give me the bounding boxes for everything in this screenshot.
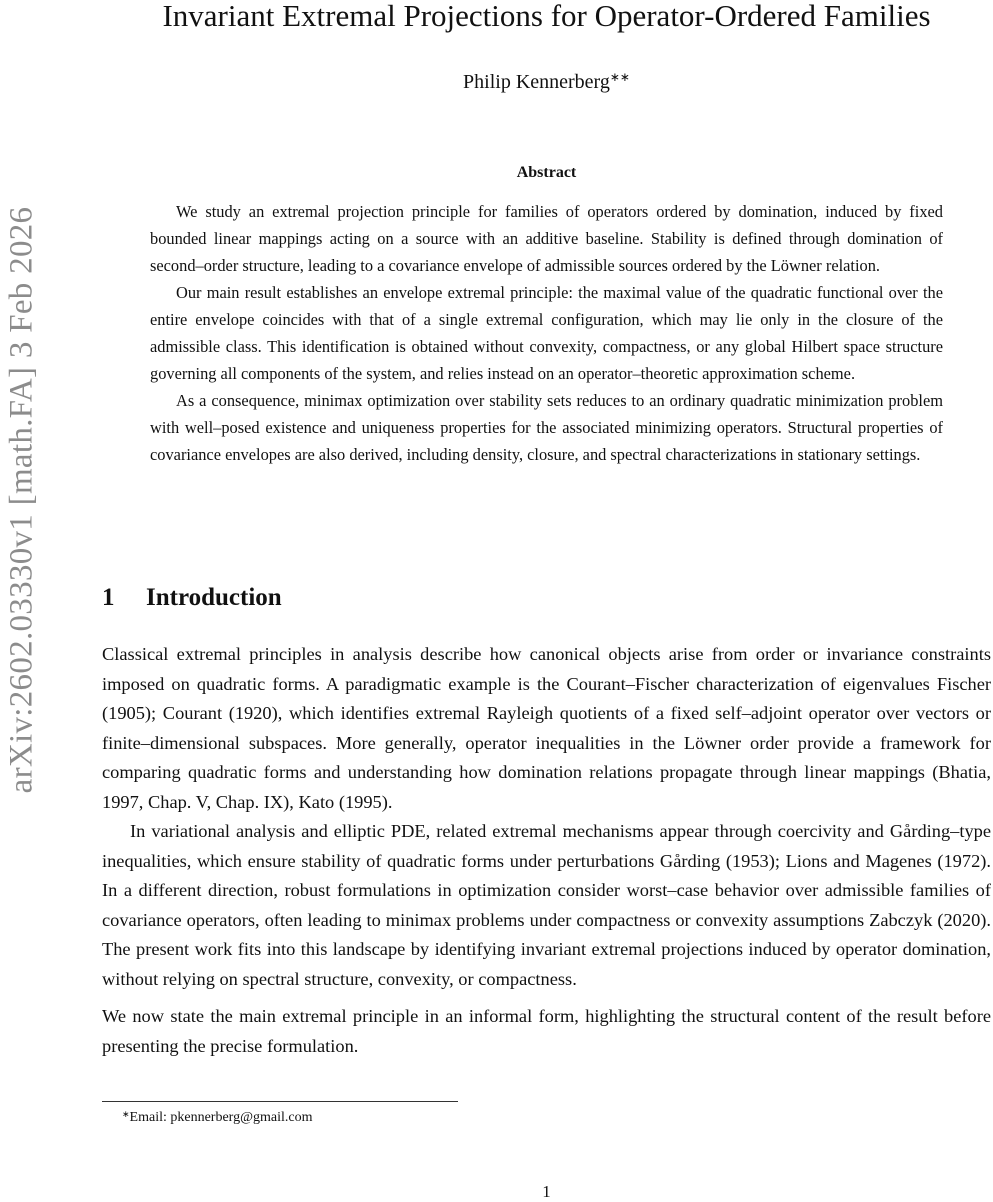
- section-title: Introduction: [146, 584, 282, 611]
- footnote-marker: ∗: [122, 1109, 130, 1119]
- body-paragraph: In variational analysis and elliptic PDE, related extremal mechanisms appear through coercivity and Gårding–type inequalities, which ensure stability of quadratic forms under perturbations Gårding (1953); Lions and Magenes (1972). In a different direction, robust formulations in optimization consider worst–case behavior over admissible families of covariance operators, often leading to minimax problems under compactness or convexity assumptions Zabczyk (2020). The present work fits into this landscape by identifying invariant extremal projections induced by operator domination, without relying on spectral structure, convexity, or compactness.: [102, 821, 991, 989]
- paper-title: Invariant Extremal Projections for Operator-Ordered Families: [162, 0, 931, 33]
- author-name: Philip Kennerberg: [463, 71, 610, 93]
- section-heading: [102, 584, 282, 612]
- abstract-body: [150, 198, 943, 468]
- body-paragraph: We now state the main extremal principle in an informal form, highlighting the structural content of the result before presenting the precise formulation.: [102, 1006, 991, 1056]
- introduction-body: [102, 640, 991, 1061]
- footnote: [122, 1105, 312, 1127]
- arxiv-identifier-stamp: [0, 140, 44, 860]
- author-line: [100, 64, 993, 95]
- footnote-email: Email: pkennerberg@gmail.com: [129, 1110, 313, 1125]
- abstract-heading: Abstract: [516, 164, 577, 181]
- page-number: 1: [542, 1182, 551, 1201]
- body-paragraph: Classical extremal principles in analysis describe how canonical objects arise from order or invariance constraints imposed on quadratic forms. A paradigmatic example is the Courant–Fischer characterization of eigenvalues Fischer (1905); Courant (1920), which identifies extremal Rayleigh quotients of a fixed self–adjoint operator over vectors or finite–dimensional subspaces. More generally, operator inequalities in the Löwner order provide a framework for comparing quadratic forms and understanding how domination relations propagate through linear mappings (Bhatia, 1997, Chap. V, Chap. IX), Kato (1995).: [102, 644, 991, 812]
- footnote-divider: [102, 1101, 458, 1102]
- abstract-paragraph: We study an extremal projection principle for families of operators ordered by domination, induced by fixed bounded linear mappings acting on a source with an additive baseline. Stability is defined through domination of second–order structure, leading to a covariance envelope of admissible sources ordered by the Löwner relation.: [150, 202, 943, 275]
- author-footnote-marker: ∗∗: [609, 70, 630, 84]
- section-number: 1: [102, 584, 115, 611]
- abstract-paragraph: Our main result establishes an envelope extremal principle: the maximal value of the quadratic functional over the entire envelope coincides with that of a single extremal configuration, which may lie only in the closure of the admissible class. This identification is obtained without convexity, compactness, or any global Hilbert space structure governing all components of the system, and relies instead on an operator–theoretic approximation scheme.: [150, 283, 943, 383]
- arxiv-identifier-text: arXiv:2602.03330v1 [math.FA] 3 Feb 2026: [3, 206, 40, 794]
- abstract-paragraph: As a consequence, minimax optimization over stability sets reduces to an ordinary quadratic minimization problem with well–posed existence and uniqueness properties for the associated minimizing operators. Structural properties of covariance envelopes are also derived, including density, closure, and spectral characterizations in stationary settings.: [150, 391, 943, 464]
